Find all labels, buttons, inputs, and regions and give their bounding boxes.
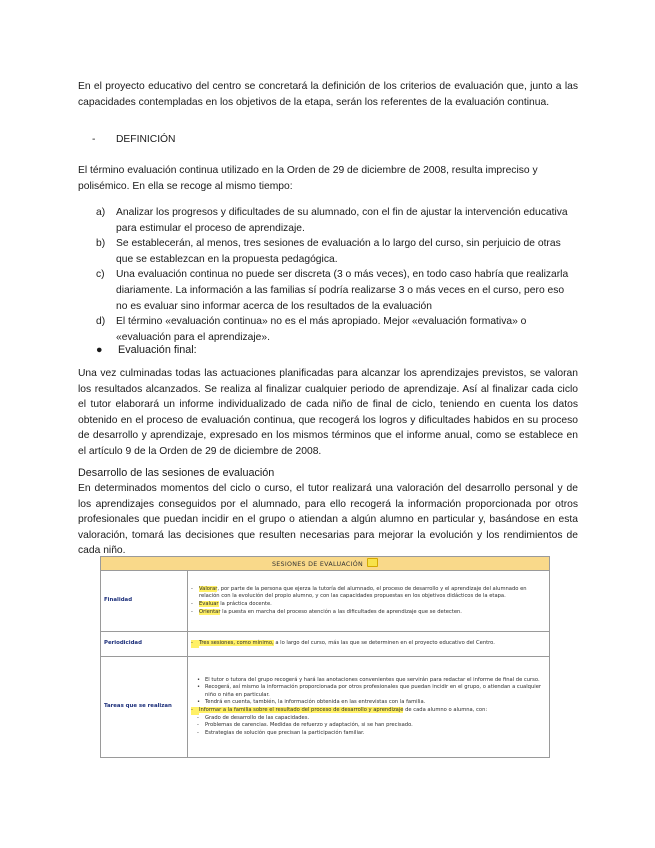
definicion-title: DEFINICIÓN: [116, 134, 176, 145]
highlight-text: Orientar: [199, 608, 221, 615]
sesiones-title: Desarrollo de las sesiones de evaluación: [78, 467, 275, 479]
intro-paragraph: En el proyecto educativo del centro se concretará la definición de los criterios de evaluación que, junto a las capacidades contempladas en los objetivos de la etapa, serán los referentes de la evaluación continua.: [78, 81, 578, 108]
list-marker: a): [96, 207, 106, 218]
dash-marker: -: [197, 729, 199, 736]
list-text: Analizar los progresos y dificultades de su alumnado, con el fin de ajustar la intervención educativa para estimular el proceso de aprendizaje.: [116, 207, 568, 234]
cell-text: Estrategias de solución que precisan la participación familiar.: [205, 729, 365, 736]
cell-text: Recogerá, así mismo la información proporcionada por otros profesionales que puedan incidir en el grupo, o atiendan a cualquier niño o niña en particular.: [205, 684, 542, 698]
highlight-text: Valorar: [199, 585, 218, 592]
cell-text: a lo largo del curso, más las que se determinen en el proyecto educativo del Centro.: [273, 640, 495, 647]
dot-marker: •: [197, 676, 201, 683]
definicion-list: [96, 205, 578, 345]
list-marker: c): [96, 269, 105, 281]
sesiones-table: [100, 556, 550, 758]
highlight-text: Tres sesiones, como mínimo,: [199, 640, 274, 647]
dash-marker: -: [191, 608, 193, 615]
evaluacion-final-title: Evaluación final:: [118, 344, 197, 356]
table-header-text: SESIONES DE EVALUACIÓN: [271, 561, 363, 569]
definicion-paragraph: El término evaluación continua utilizado en la Orden de 29 de diciembre de 2008, resulta impreciso y polisémico. En ella se recoge al mismo tiempo:: [78, 165, 538, 192]
row-content: [188, 657, 550, 758]
table-row-tareas: [101, 657, 550, 758]
list-item-a: [96, 205, 578, 236]
evaluacion-final-heading: [96, 344, 197, 356]
dot-marker: •: [197, 684, 201, 691]
cell-text: , por parte de la persona que ejerza la tutoría del alumnado, el proceso de desarrollo y el aprendizaje del alumnado en relación con la evolución del propio alumno, y con las capacidades propuestas en los objetivos didácticos de la etapa.: [199, 585, 527, 600]
sesiones-paragraph: En determinados momentos del ciclo o curso, el tutor realizará una valoración del desarrollo personal y de los aprendizajes conseguidos por el alumnado, para ello recogerá la información proporcionada por otros profesionales que puedan incidir en el grupo o atiendan a algún alumno en particular y, basándose en esta valoración, tomará las decisiones que resulten necesarias para mejorar la evolución y los rendimientos de cada niño.: [78, 483, 578, 557]
highlight-text: Evaluar: [199, 601, 219, 607]
list-text: El término «evaluación continua» no es el más apropiado. Mejor «evaluación formativa» o «evaluación para el aprendizaje».: [116, 316, 527, 343]
evaluacion-final-paragraph: Una vez culminadas todas las actuaciones planificadas para alcanzar los aprendizajes previstos, se valoran los resultados alcanzados. Se realiza al finalizar cualquier periodo de aprendizaje. Así al finalizar cada ciclo el tutor elaborará un informe individualizado de cada niño de final de ciclo, teniendo en cuenta los datos obtenido en el proceso de evaluación continua, que recogerá los logros y dificultades habidos en su proceso de desarrollo y aprendizaje, expresado en los mismos términos que el informe anual, como se establece en el artículo 9 de la Orden de 29 de diciembre de 2008.: [78, 368, 578, 457]
note-icon: [367, 558, 378, 567]
cell-text: Grado de desarrollo de las capacidades.: [205, 714, 310, 721]
row-label: Tareas que se realizan: [101, 657, 188, 758]
dash-marker: -: [197, 722, 199, 729]
list-marker: d): [96, 316, 106, 328]
dash-marker: -: [191, 585, 193, 592]
dash-marker: -: [191, 707, 199, 715]
dot-marker: •: [197, 699, 201, 706]
list-item-d: [96, 314, 578, 345]
cell-text: la puesta en marcha del proceso atención a las dificultades de aprendizaje que se detecten.: [220, 608, 462, 615]
dash-marker: -: [191, 640, 199, 648]
cell-text: Tendrá en cuenta, también, la información obtenida en las entrevistas con la familia.: [205, 699, 426, 706]
list-item-c: [96, 267, 578, 314]
cell-text: la práctica docente.: [218, 601, 272, 607]
cell-text: de cada alumno o alumna, con:: [403, 707, 488, 713]
row-content: [188, 632, 550, 657]
cell-text: El tutor o tutora del grupo recogerá y hará las anotaciones convenientes que servirán para redactar el informe de final de curso.: [205, 676, 540, 683]
cell-text: Problemas de carencias. Medidas de refuerzo y adaptación, si se han precisado.: [205, 722, 413, 729]
dash-marker: -: [197, 714, 199, 721]
list-text: Se establecerán, al menos, tres sesiones de evaluación a lo largo del curso, sin perjuicio de otras que se establezcan en la propuesta pedagógica.: [116, 238, 561, 265]
table-row-periodicidad: [101, 632, 550, 657]
row-content: [188, 571, 550, 632]
list-text: Una evaluación continua no puede ser discreta (3 o más veces), en todo caso habría que realizarla diariamente. La información a las familias sí podría realizarse 3 o más veces en el curso, pero eso no es evaluar sino informar acerca de los resultados de la evaluación: [116, 269, 569, 312]
definicion-heading: [92, 134, 176, 145]
row-label: Periodicidad: [101, 632, 188, 657]
highlight-text: Informar a la familia sobre el resultado del proceso de desarrollo y aprendizaje: [199, 707, 404, 713]
row-label: Finalidad: [101, 571, 188, 632]
definicion-dash: -: [92, 134, 96, 145]
table-header: [101, 557, 550, 571]
dash-marker: -: [191, 601, 193, 607]
list-item-b: [96, 236, 578, 267]
table-row-finalidad: [101, 571, 550, 632]
list-marker: b): [96, 238, 106, 250]
bullet-icon: ●: [96, 344, 103, 356]
